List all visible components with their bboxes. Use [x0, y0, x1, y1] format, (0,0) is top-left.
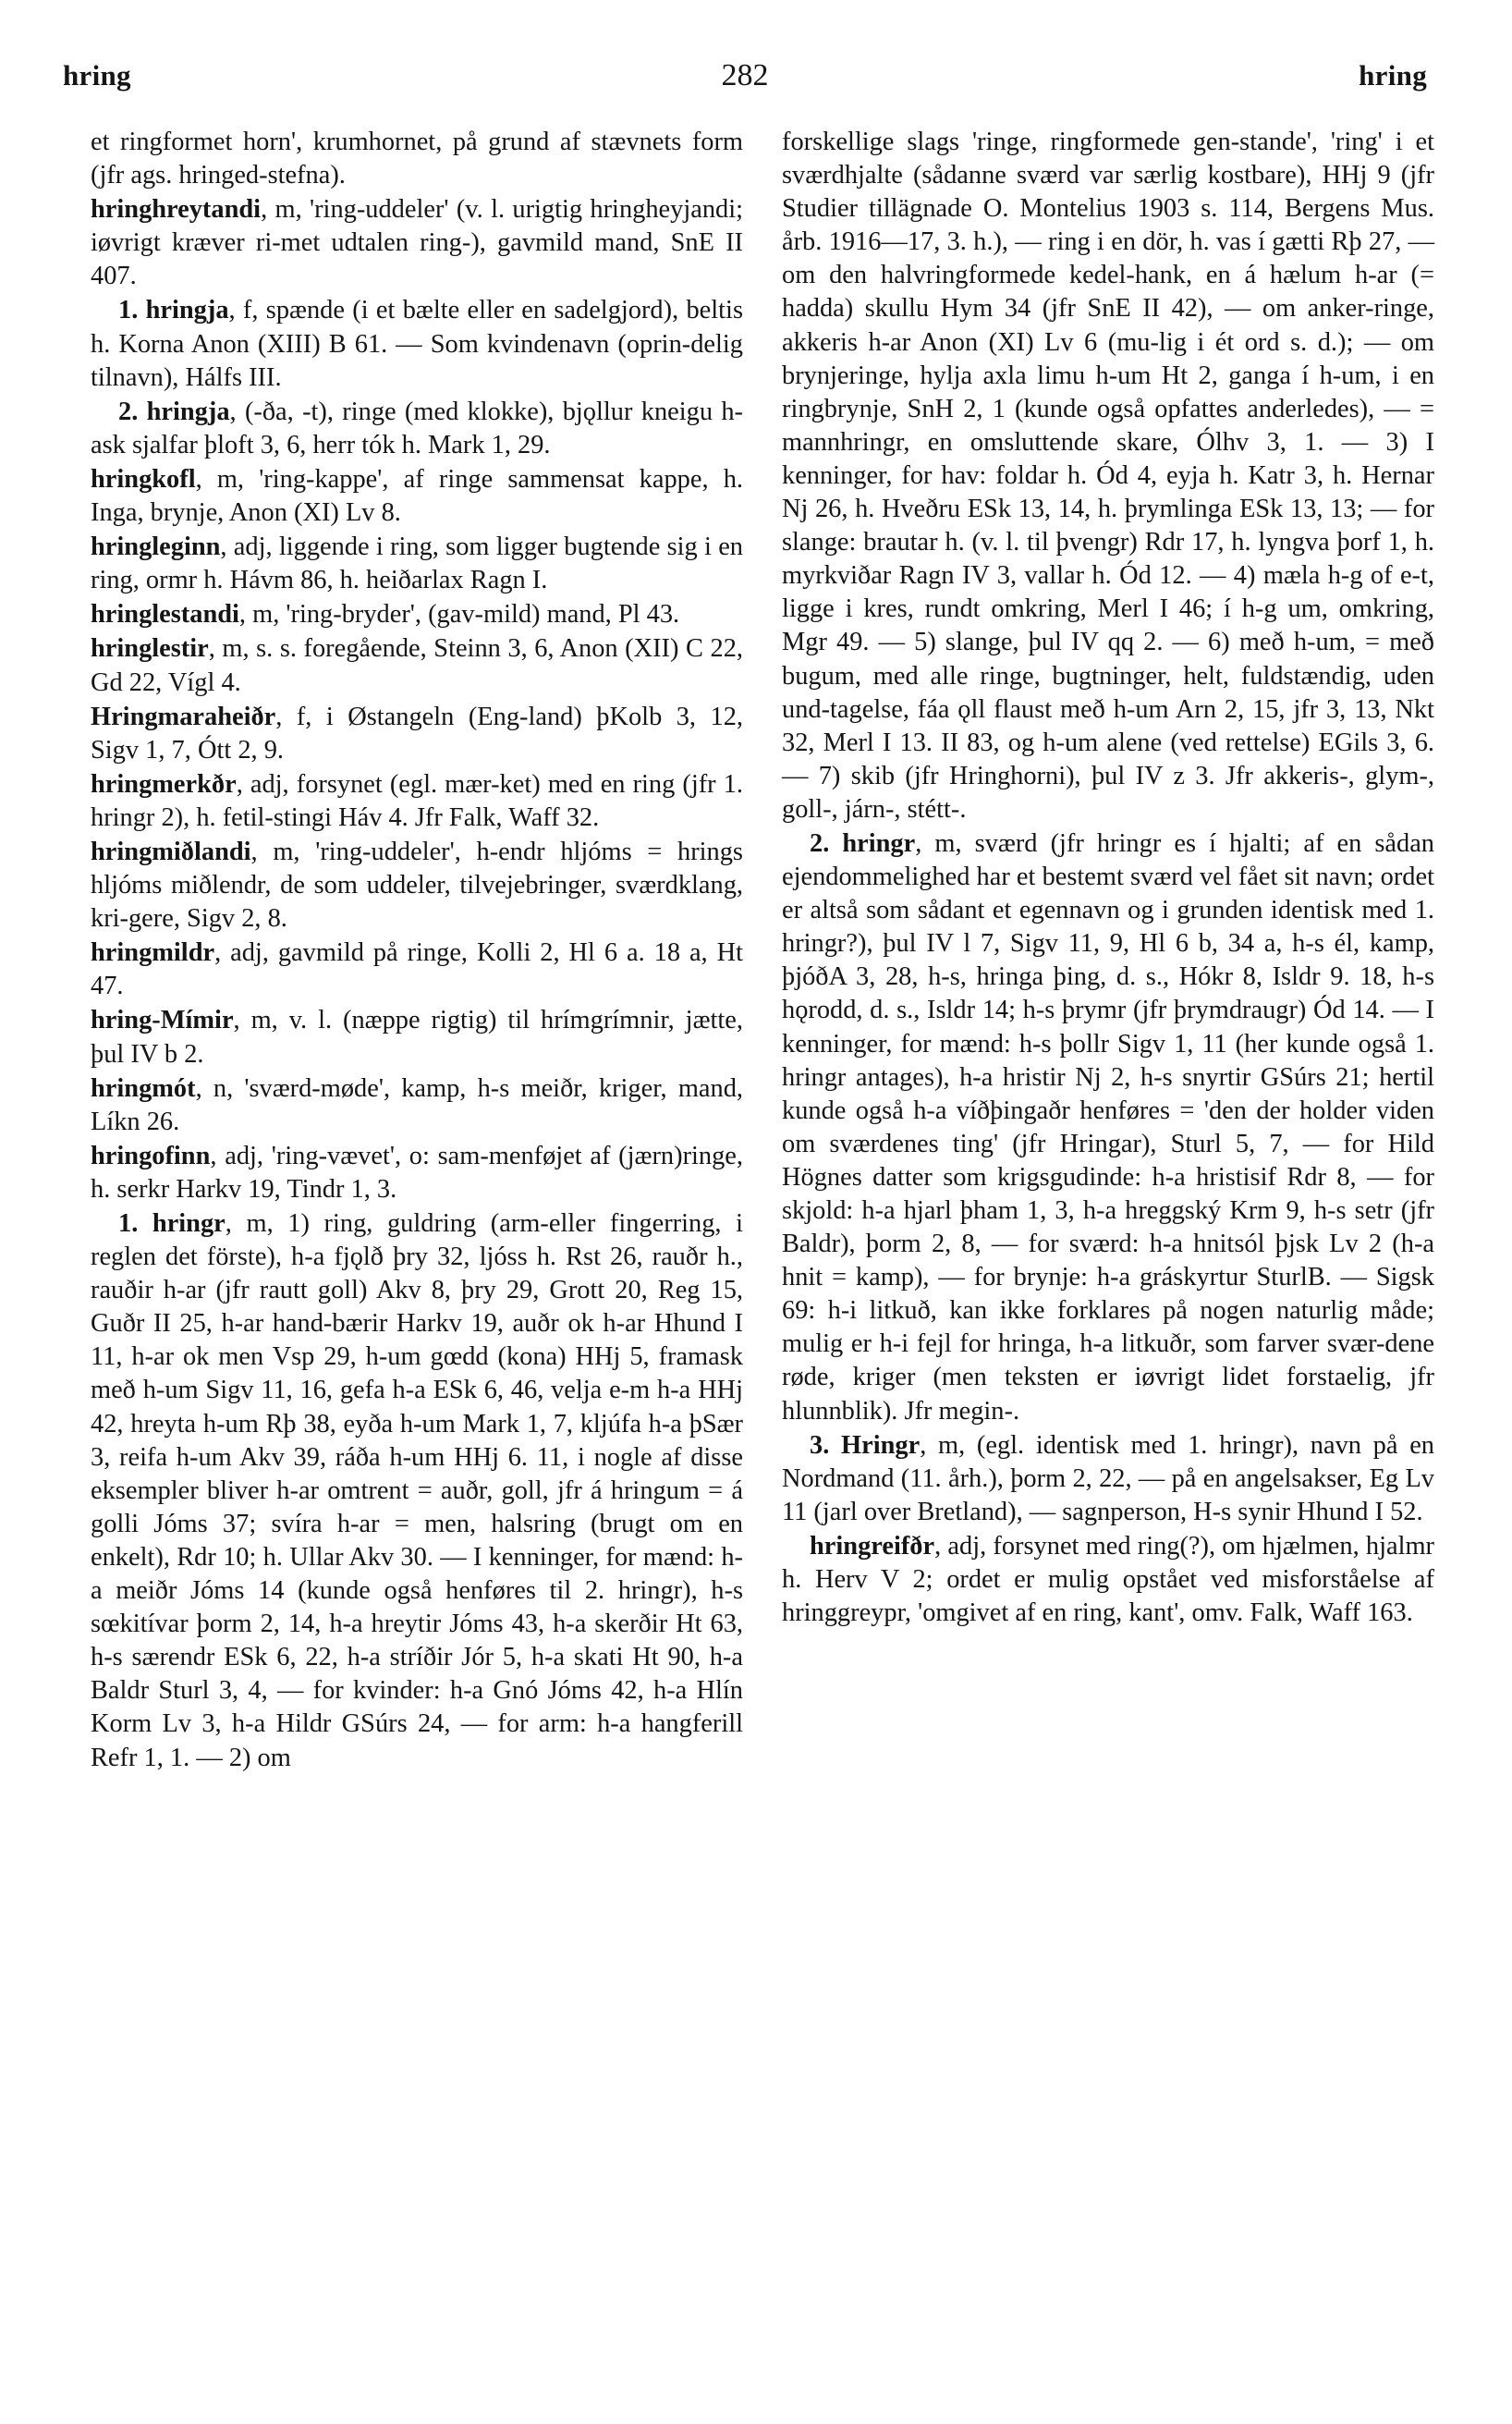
entry-hringr-1: 1. hringr, m, 1) ring, guldring (arm-eller fingerring, i reglen det förste), h-a fjǫlð þry 32, ljóss h. Rst 26, rauðr h., rauðir h-ar (jfr rautt goll) Akv 8, þry 29, Grott 20, Reg 15, Guðr II 25, h-ar hand-bærir Harkv 19, auðr ok h-ar Hhund I 11, h-ar ok men Vsp 29, h-um gœdd (kona) HHj 5, framask með h-um Sigv 11, 16, gefa h-a ESk 6, 46, velja e-m h-a HHj 42, hreyta h-um Rþ 38, eyða h-um Mark 1, 7, kljúfa h-a þSær 3, reifa h-um Akv 39, ráða h-um HHj 6. 11, i nogle af disse eksempler bliver h-ar omtrent = auðr, goll, jfr á hringum = á golli Jóms 37; svíra h-ar = men, halsring (brugt om en enkelt), Rdr 10; h. Ullar Akv 30. — I kenninger, for mænd: h-a meiðr Jóms 14 (kunde også henføres til 2. hringr), h-s sœkitívar þorm 2, 14, h-a hreytir Jóms 43, h-a skerðir Ht 63, h-s særendr ESk 6, 22, h-a stríðir Jór 5, h-a skati Ht 90, h-a Baldr Sturl 3, 4, — for kvinder: h-a Gnó Jóms 42, h-a Hlín Korm Lv 3, h-a Hildr GSúrs 24, — for arm: h-a hangferill Refr 1, 1. — 2) om [91, 1209, 743, 1772]
entry-hringkofl: hringkofl, m, 'ring-kappe', af ringe sammensat kappe, h. Inga, brynje, Anon (XI) Lv 8. [91, 464, 743, 528]
entry-hringmildr: hringmildr, adj, gavmild på ringe, Kolli 2, Hl 6 a. 18 a, Ht 47. [91, 938, 743, 1001]
entry-continuation: et ringformet horn', krumhornet, på grund af stævnets form (jfr ags. hringed-stefna). [91, 128, 743, 190]
entry-hringmaraheidr: Hringmaraheiðr, f, i Østangeln (Eng-land) þKolb 3, 12, Sigv 1, 7, Ótt 2, 9. [91, 702, 743, 765]
entry-hringja-1: 1. hringja, f, spænde (i et bælte eller en sadelgjord), beltis h. Korna Anon (XIII) B 61. — Som kvindenavn (oprin-delig tilnavn), Hálfs III. [91, 296, 743, 392]
entry-hringlestir: hringlestir, m, s. s. foregående, Steinn 3, 6, Anon (XII) C 22, Gd 22, Vígl 4. [91, 634, 743, 697]
running-head [63, 52, 1427, 100]
entry-hringlestandi: hringlestandi, m, 'ring-bryder', (gav-mild) mand, Pl 43. [91, 600, 680, 630]
page-number: 282 [721, 58, 769, 92]
entry-hringofinn: hringofinn, adj, 'ring-vævet', o: sam-menføjet af (jærn)ringe, h. serkr Harkv 19, Tindr 1, 3. [91, 1141, 743, 1204]
entry-hringr-3: 3. Hringr, m, (egl. identisk med 1. hringr), navn på en Nordmand (11. årh.), þorm 2, 22, — på en angelsakser, Eg Lv 11 (jarl over Bretland), — sagnperson, H-s synir Hhund I 52. [782, 1430, 1434, 1526]
entry-hringmot: hringmót, n, 'sværd-møde', kamp, h-s meiðr, kriger, mand, Líkn 26. [91, 1073, 743, 1136]
entry-hringmidlandi: hringmiðlandi, m, 'ring-uddeler', h-endr hljóms = hrings hljóms miðlendr, de som uddeler, tilvejebringer, sværdklang, kri-gere, Sigv 2, 8. [91, 837, 743, 934]
entry-hringja-2: 2. hringja, (-ða, -t), ringe (med klokke), bjǫllur kneigu h-ask sjalfar þloft 3, 6, herr tók h. Mark 1, 29. [91, 397, 743, 459]
header-right-word: hring [1359, 59, 1427, 92]
entry-hringr-2: 2. hringr, m, sværd (jfr hringr es í hjalti; af en sådan ejendommelighed har et bestemt sværd vel fået sit navn; ordet er altså som sådant et egennavn og i grunden identisk med 1. hringr?), þul IV l 7, Sigv 11, 9, Hl 6 b, 34 a, h-s él, kamp, þjóðA 3, 28, h-s, hringa þing, d. s., Hókr 8, Isldr 9. 18, h-s hǫrodd, d. s., Isldr 14; h-s þrymr (jfr þrymdraugr) Ód 14. — I kenninger, for mænd: h-s þollr Sigv 1, 11 (her kunde også 1. hringr antages), h-a hristir Nj 2, h-s snyrtir GSúrs 21; hertil kunde også h-a víðþingaðr henføres = 'den der holder viden om sværdenes ting' (jfr Hringar), Sturl 5, 7, — for Hild Högnes datter som krigsgudinde: h-a hristisif Rdr 8, — for skjold: h-a hjarl þham 1, 3, h-a hreggský Krm 9, h-s setr (jfr Baldr), þorm 2, 8, — for sværd: h-a hnitsól þjsk Lv 2 (h-a hnit = kamp), — for brynje: h-a gráskyrtur SturlB. — Sigsk 69: h-i litkuð, kan ikke forklares på nogen naturlig måde; mulig er h-i fejl for hringa, h-a litkuðr, som farver svær-dene røde, kriger (men teksten er iøvrigt lidet forstaelig, jfr hlunnblik). Jfr megin-. [782, 828, 1434, 1426]
entry-hring-mimir: hring-Mímir, m, v. l. (næppe rigtig) til hrímgrímnir, jætte, þul IV b 2. [91, 1006, 743, 1069]
entry-hringleginn: hringleginn, adj, liggende i ring, som ligger bugtende sig i en ring, ormr h. Hávm 86, h. heiðarlax Ragn I. [91, 533, 743, 595]
entry-hringr-1-continued: forskellige slags 'ringe, ringformede gen-stande', 'ring' i et sværdhjalte (sådanne sværd var særlig kostbare), HHj 9 (jfr Studier tillägnade O. Montelius 1903 s. 114, Bergens Mus. årb. 1916—17, 3. h.), — ring i en dör, h. vas í gætti Rþ 27, — om den halvringformede kedel-hank, en á hælum h-ar (= hadda) skullu Hym 34 (jfr SnE II 42), — om anker-ringe, akkeris h-ar Anon (XI) Lv 6 (mu-lig i ét ord s. d.); — om brynjeringe, hylja axla limu h-um Ht 2, ganga í h-um, i en ringbrynje, SnH 2, 1 (kunde også opfattes anderledes), — = mannhringr, en omsluttende skare, Ólhv 3, 1. — 3) I kenninger, for hav: foldar h. Ód 4, eyja h. Katr 3, h. Hernar Nj 26, h. Hveðru ESk 13, 14, h. þrymlinga ESk 13, 13; — for slange: brautar h. (v. l. til þvengr) Rdr 17, h. lyngva þorf 1, h. myrkviðar Ragn IV 3, vallar h. Ód 12. — 4) mæla h-g of e-t, ligge i kres, rundt omkring, Merl I 46; í h-g um, omkring, Mgr 49. — 5) slange, þul IV qq 2. — 6) með h-um, = með bugum, med alle ringe, bugtninger, helt, fuldstændig, uden und-tagelse, fáa ǫll flaust með h-um Arn 2, 15, jfr 3, 13, Nkt 32, Merl I 13. II 83, og h-um alene (ved rettelse) EGils 3, 6. — 7) skib (jfr Hringhorni), þul IV z 3. Jfr akkeris-, glym-, goll-, járn-, stétt-. [782, 128, 1434, 824]
left-column [91, 126, 743, 1776]
entry-hringreifdr: hringreifðr, adj, forsynet med ring(?), om hjælmen, hjalmr h. Herv V 2; ordet er mulig opstået ved misforståelse af hringgreypr, 'omgivet af en ring, kant', omv. Falk, Waff 163. [782, 1531, 1434, 1628]
entry-hringhreytandi: hringhreytandi, m, 'ring-uddeler' (v. l. urigtig hringheyjandi; iøvrigt kræver ri-met udtalen ring-), gavmild mand, SnE II 407. [91, 195, 743, 291]
header-left-word: hring [63, 59, 131, 92]
entry-hringmerkdr: hringmerkðr, adj, forsynet (egl. mær-ket) med en ring (jfr 1. hringr 2), h. fetil-stingi Háv 4. Jfr Falk, Waff 32. [91, 769, 743, 832]
right-column [782, 126, 1434, 1631]
